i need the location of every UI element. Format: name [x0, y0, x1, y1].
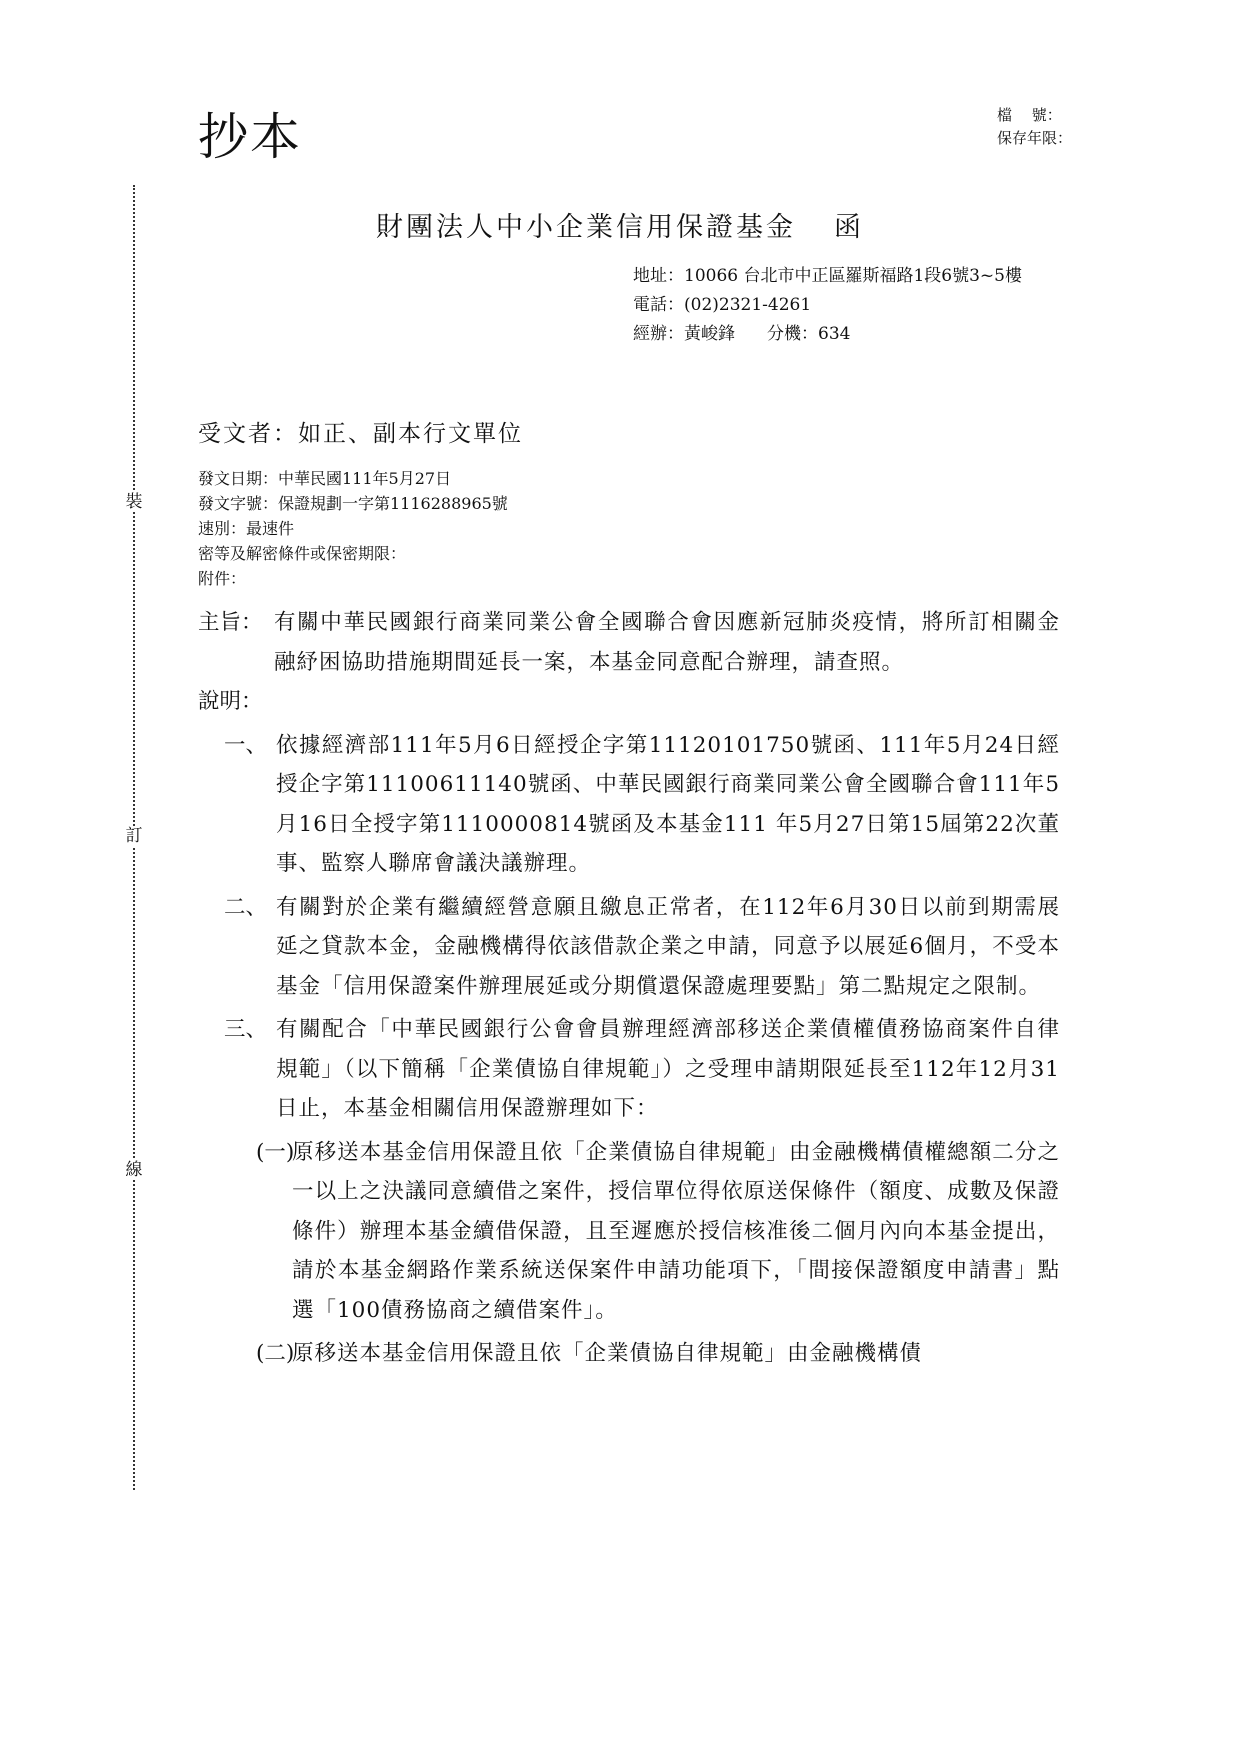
- item-text: 有關配合「中華民國銀行公會會員辦理經濟部移送企業債權債務協商案件自律規範」（以下簡稱「企業債協自律規範」）之受理申請期限延長至112年12月31日止，本基金相關信用保證辦理如下：: [276, 1017, 1060, 1121]
- sub-item-number: (一): [256, 1139, 295, 1165]
- issue-number: 發文字號：保證規劃一字第1116288965號: [198, 494, 508, 513]
- phone: 電話：(02)2321-4261: [633, 295, 812, 315]
- item-text: 依據經濟部111年5月6日經授企字第11120101750號函、111年5月24日經授企字第11100611140號函、中華民國銀行商業同業公會全國聯合會111年5月16日全授字第1110000814號函及本基金111 年5月27日第15屆第22次董事、監察人聯席會議決議辦理。: [276, 732, 1060, 876]
- sub-item-text: 原移送本基金信用保證且依「企業債協自律規範」由金融機構債權總額二分之一以上之決議同意續借之案件，授信單位得依原送保條件（額度、成數及保證條件）辦理本基金續借保證，且至遲應於授信核准後二個月內向本基金提出，請於本基金網路作業系統送保案件申請功能項下，「間接保證額度申請書」點選「100債務協商之續借案件」。: [292, 1139, 1060, 1323]
- subject: [198, 603, 1060, 682]
- explanation-item: [198, 726, 1060, 884]
- explanation-label: 說明：: [198, 689, 263, 714]
- attachment: 附件：: [198, 569, 247, 588]
- copy-stamp: 抄本: [198, 108, 302, 166]
- letter-body: [198, 603, 1060, 1374]
- handler-row: [633, 320, 1022, 349]
- file-number-label: 檔 號：: [997, 106, 1062, 124]
- address: 地址：10066 台北市中正區羅斯福路1段6號3~5樓: [633, 266, 1022, 286]
- document-type: 函: [834, 212, 864, 243]
- handler: 經辦：黃峻鋒: [633, 324, 735, 344]
- binding-mark-line: 線: [125, 1160, 143, 1180]
- organization-name: 財團法人中小企業信用保證基金: [376, 212, 796, 243]
- organization-title: [0, 205, 1240, 244]
- contact-info: [633, 262, 1022, 349]
- sub-item-text: 原移送本基金信用保證且依「企業債協自律規範」由金融機構債: [292, 1341, 923, 1366]
- subject-label: 主旨：: [198, 610, 263, 635]
- recipient: 受文者：如正、副本行文單位: [198, 421, 523, 447]
- subject-text: 有關中華民國銀行商業同業公會全國聯合會因應新冠肺炎疫情，將所訂相關金融紓困協助措施期間延長一案，本基金同意配合辦理，請查照。: [274, 610, 1060, 675]
- sub-item-number: (二): [256, 1341, 295, 1366]
- explanation-item: [198, 1010, 1060, 1129]
- item-number: 二、: [224, 894, 268, 920]
- issue-meta: [198, 466, 508, 591]
- explanation-item: [198, 888, 1060, 1007]
- explanation-sub-item: [198, 1334, 1060, 1374]
- item-number: 三、: [224, 1017, 268, 1042]
- delivery-speed: 速別：最速件: [198, 519, 295, 538]
- file-meta: [997, 104, 1072, 150]
- binding-mark-staple: 訂: [125, 826, 143, 846]
- item-number: 一、: [224, 732, 268, 758]
- binding-mark-bind: 裝: [125, 492, 143, 512]
- item-text: 有關對於企業有繼續經營意願且繳息正常者，在112年6月30日以前到期需展延之貸款本金，金融機構得依該借款企業之申請，同意予以展延6個月，不受本基金「信用保證案件辦理展延或分期償還保證處理要點」第二點規定之限制。: [276, 894, 1060, 999]
- extension: 分機：634: [767, 324, 851, 344]
- explanation-sub-item: [198, 1133, 1060, 1331]
- retention-period-label: 保存年限：: [997, 129, 1073, 147]
- classification: 密等及解密條件或保密期限：: [198, 544, 407, 563]
- issue-date: 發文日期：中華民國111年5月27日: [198, 469, 452, 488]
